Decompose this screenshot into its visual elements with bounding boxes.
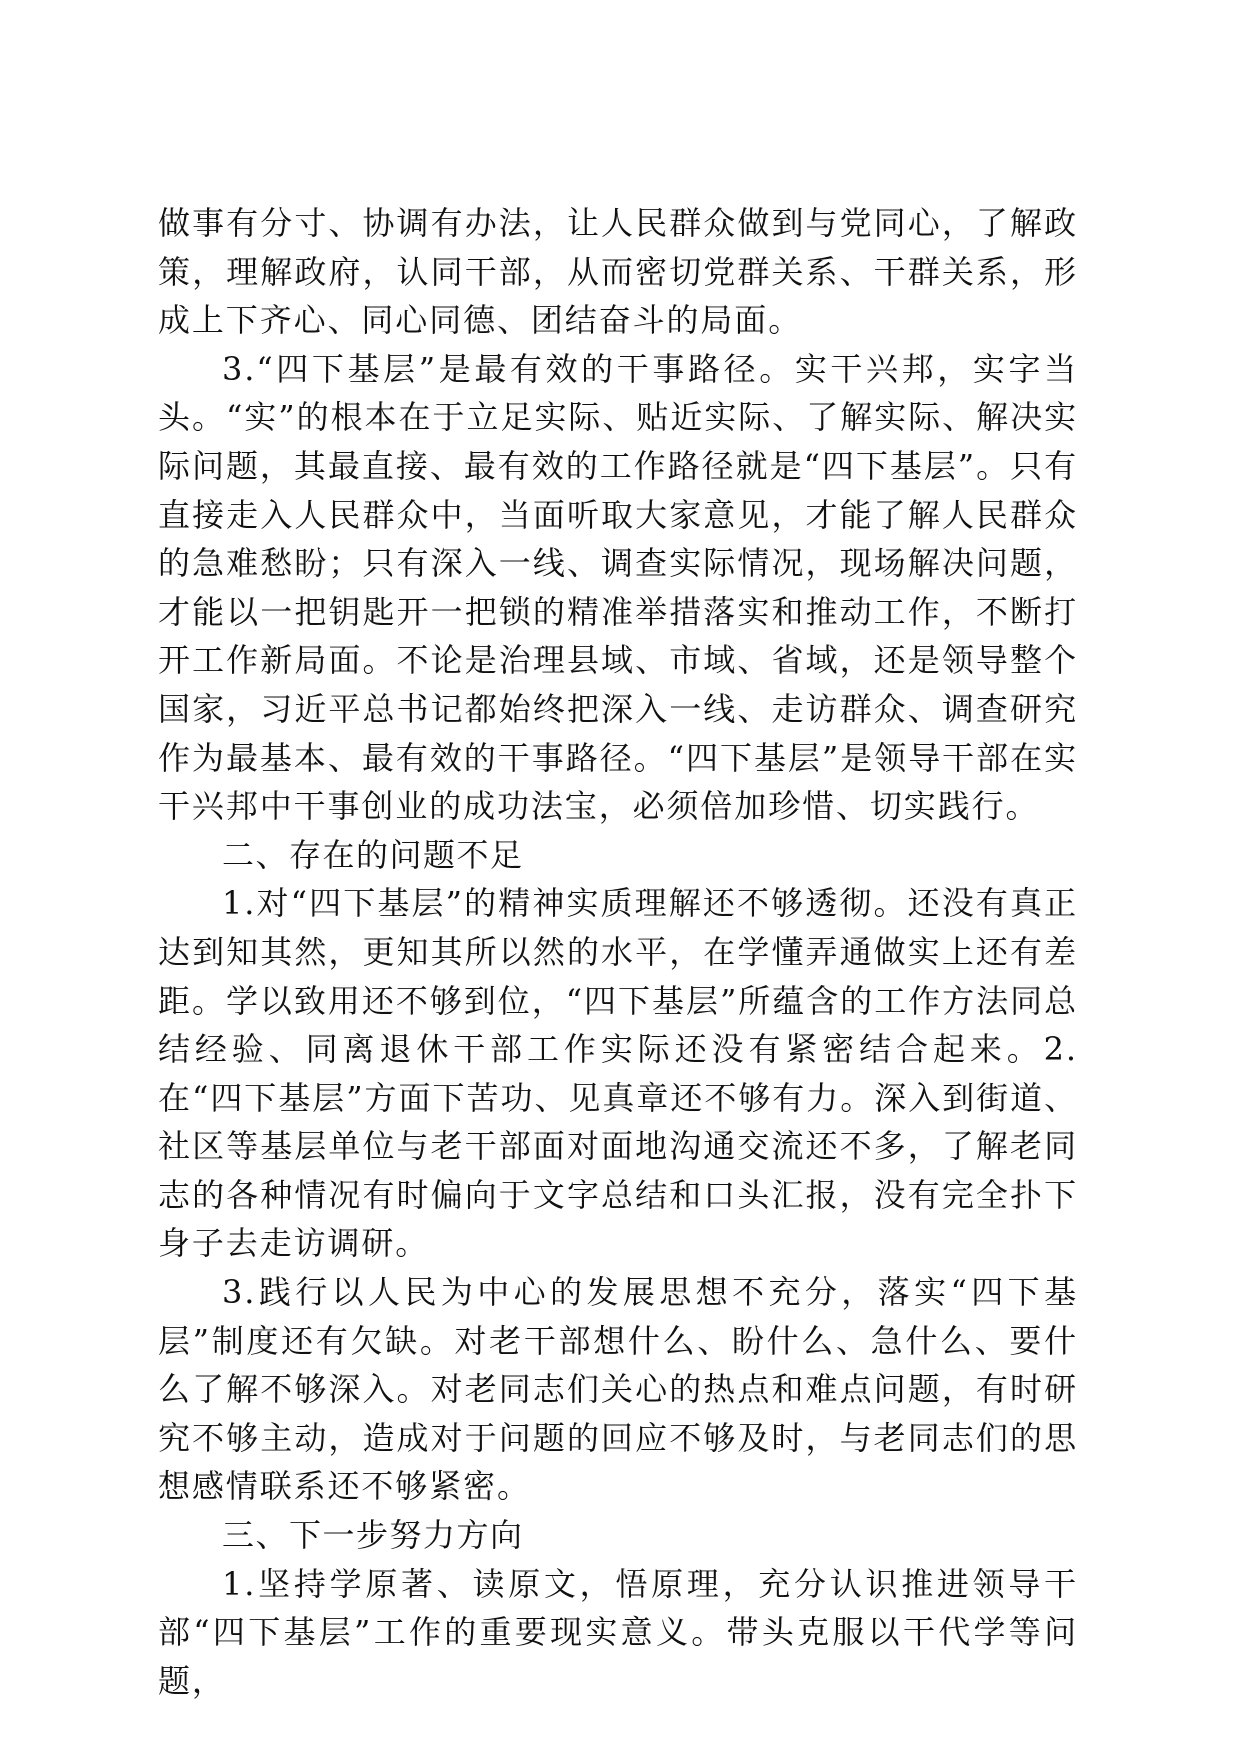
- paragraph-problem-understanding: 1.对“四下基层”的精神实质理解还不够透彻。还没有真正达到知其然，更知其所以然的水平，在学懂弄通做实上还有差距。学以致用还不够到位，“四下基层”所蕴含的工作方法同总结经验、同离退休干部工作实际还没有紧密结合起来。2.在“四下基层”方面下苦功、见真章还不够有力。深入到街道、社区等基层单位与老干部面对面地沟通交流还不多，了解老同志的各种情况有时偏向于文字总结和口头汇报，没有完全扑下身子去走访调研。: [158, 884, 1078, 1263]
- paragraph-continuation: 做事有分寸、协调有办法，让人民群众做到与党同心，了解政策，理解政府，认同干部，从而密切党群关系、干群关系，形成上下齐心、同心同德、团结奋斗的局面。: [158, 204, 1078, 340]
- paragraph-next-step-study: 1.坚持学原著、读原文，悟原理，充分认识推进领导干部“四下基层”工作的重要现实意义。带头克服以干代学等问题，: [158, 1564, 1078, 1700]
- section-heading-next-steps: 三、下一步努力方向: [222, 1516, 524, 1555]
- section-heading-problems: 二、存在的问题不足: [222, 835, 524, 874]
- paragraph-problem-practice: 3.践行以人民为中心的发展思想不充分，落实“四下基层”制度还有欠缺。对老干部想什么、盼什么、急什么、要什么了解不够深入。对老同志们关心的热点和难点问题，有时研究不够主动，造成对于问题的回应不够及时，与老同志们的思想感情联系还不够紧密。: [158, 1273, 1078, 1506]
- paragraph-effective-path: 3.“四下基层”是最有效的干事路径。实干兴邦，实字当头。“实”的根本在于立足实际、贴近实际、了解实际、解决实际问题，其最直接、最有效的工作路径就是“四下基层”。只有直接走入人民群众中，当面听取大家意见，才能了解人民群众的急难愁盼；只有深入一线、调查实际情况，现场解决问题，才能以一把钥匙开一把锁的精准举措落实和推动工作，不断打开工作新局面。不论是治理县域、市域、省域，还是领导整个国家，习近平总书记都始终把深入一线、走访群众、调查研究作为最基本、最有效的干事路径。“四下基层”是领导干部在实干兴邦中干事创业的成功法宝，必须倍加珍惜、切实践行。: [158, 349, 1078, 826]
- document-body: [158, 199, 1078, 1705]
